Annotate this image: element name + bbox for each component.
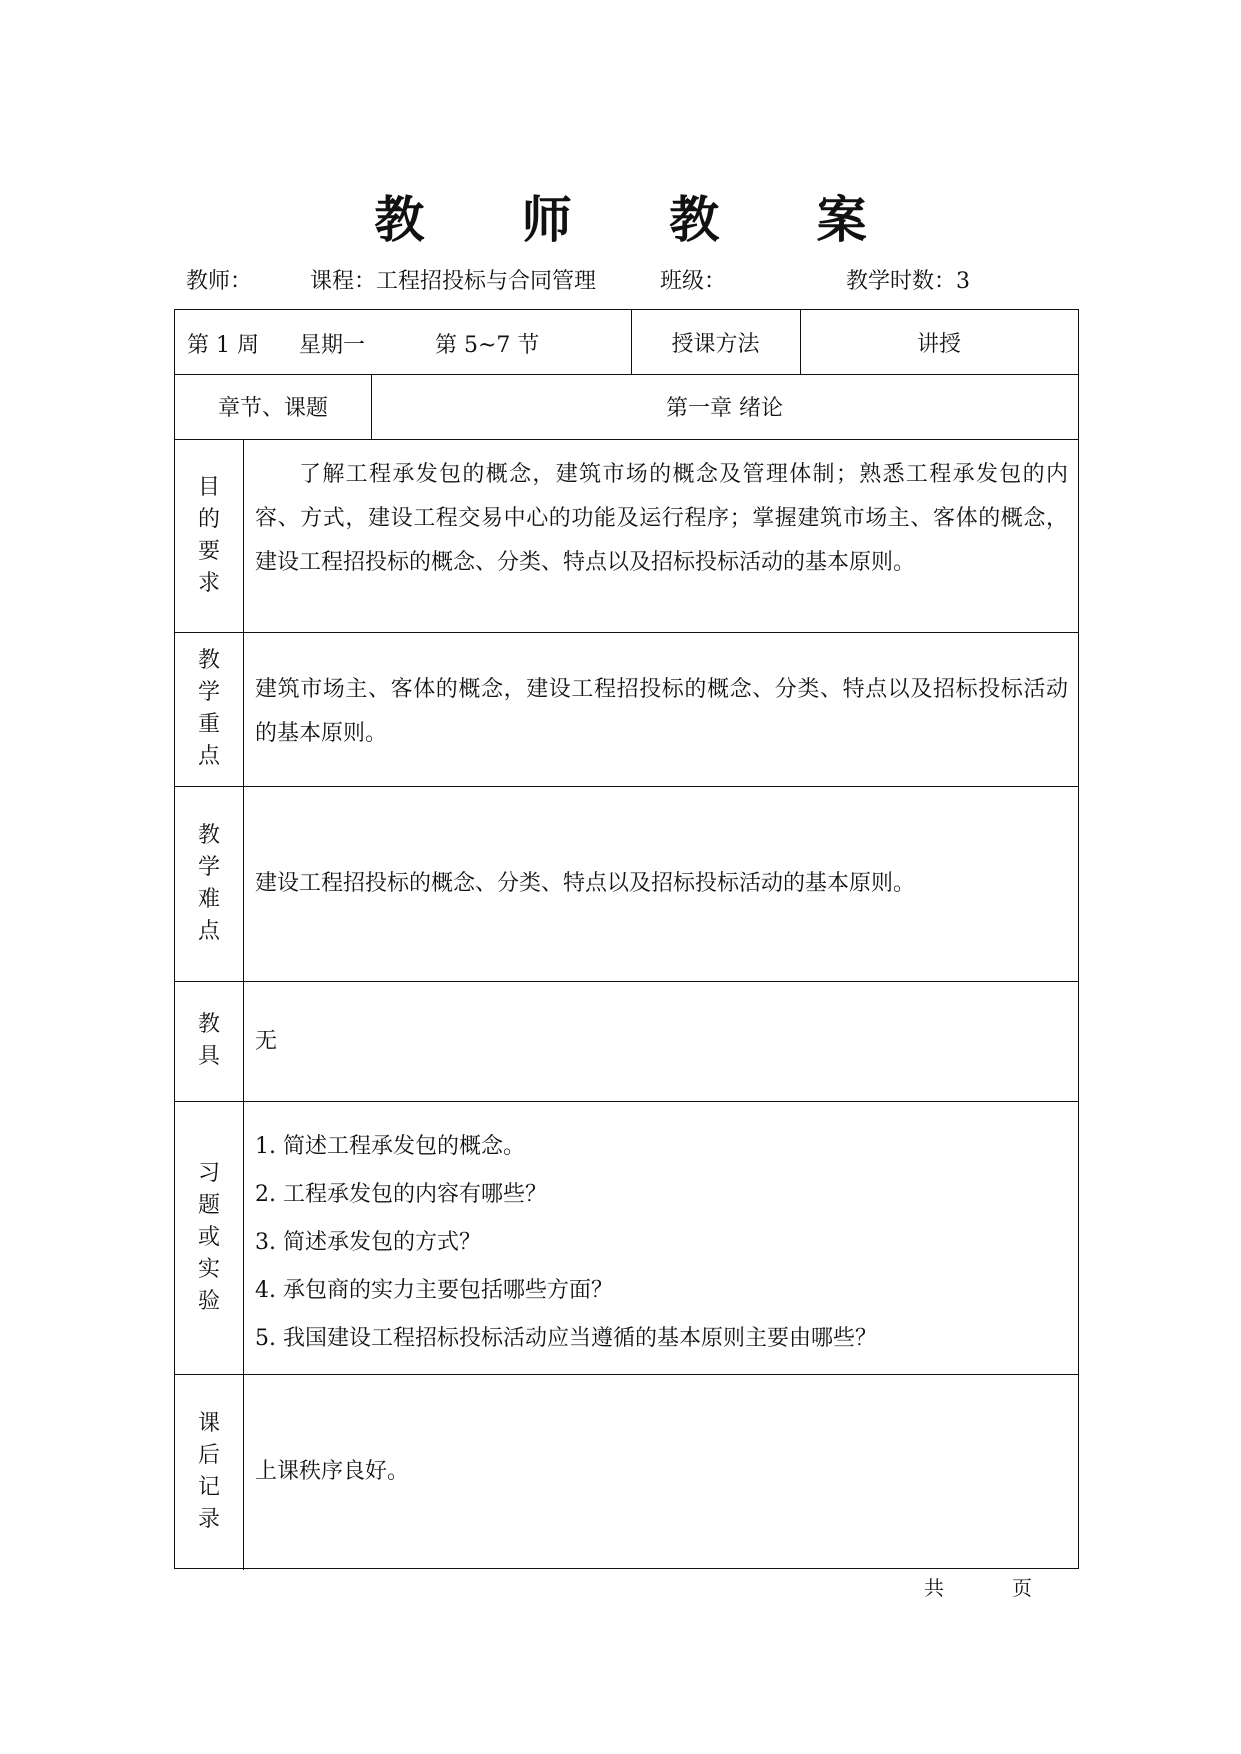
page-title: 教 师 教 案 <box>374 190 907 249</box>
col-divider <box>243 439 244 1570</box>
hours-label: 教学时数：3 <box>846 269 970 294</box>
exercises-list <box>255 1123 1068 1363</box>
list-item: 3. 简述承发包的方式？ <box>255 1230 481 1255</box>
row-divider <box>175 439 1078 440</box>
teacher-label: 教师： <box>186 269 253 294</box>
row-divider <box>175 1101 1078 1102</box>
list-item: 5. 我国建设工程招标投标活动应当遵循的基本原则主要由哪些？ <box>255 1326 877 1351</box>
class-label: 班级： <box>660 269 727 294</box>
week-cell: 第 1 周 <box>187 333 259 358</box>
list-item: 4. 承包商的实力主要包括哪些方面？ <box>255 1278 613 1303</box>
weekday-cell: 星期一 <box>299 333 366 358</box>
footer-page: 页 <box>1012 1576 1032 1600</box>
row-divider <box>175 981 1078 982</box>
list-item: 1. 简述工程承发包的概念。 <box>255 1134 525 1159</box>
tools-label: 教 具 <box>197 1012 220 1069</box>
difficulties-label: 教 学 难 点 <box>197 822 220 944</box>
tools-text: 无 <box>255 1029 278 1054</box>
method-value: 讲授 <box>916 331 961 357</box>
chapter-label: 章节、课题 <box>217 396 328 421</box>
method-label: 授课方法 <box>671 331 760 357</box>
records-label: 课 后 记 录 <box>197 1411 220 1532</box>
exercises-label: 习 题 或 实 验 <box>197 1160 220 1314</box>
key-points-label: 教 学 重 点 <box>197 648 220 769</box>
chapter-value: 第一章 绪论 <box>666 396 783 421</box>
records-text: 上课秩序良好。 <box>255 1459 410 1484</box>
row-divider <box>175 786 1078 787</box>
footer-total: 共 <box>924 1576 944 1600</box>
course-label: 课程：工程招投标与合同管理 <box>310 269 597 294</box>
lesson-plan-table <box>174 309 1079 1569</box>
objectives-text: 了解工程承发包的概念，建筑市场的概念及管理体制；熟悉工程承发包的内容、方式，建设工程交易中心的功能及运行程序；掌握建筑市场主、客体的概念，建设工程招投标的概念、分类、特点以及招标投标活动的基本原则。 <box>255 462 1068 575</box>
row-divider <box>175 1374 1078 1375</box>
key-points-text: 建筑市场主、客体的概念，建设工程招投标的概念、分类、特点以及招标投标活动的基本原则。 <box>255 677 1068 746</box>
list-item: 2. 工程承发包的内容有哪些？ <box>255 1182 547 1207</box>
row-divider <box>175 632 1078 633</box>
period-cell: 第 5~7 节 <box>435 333 540 358</box>
difficulties-text: 建设工程招投标的概念、分类、特点以及招标投标活动的基本原则。 <box>255 871 916 896</box>
objectives-label: 目 的 要 求 <box>197 474 220 596</box>
